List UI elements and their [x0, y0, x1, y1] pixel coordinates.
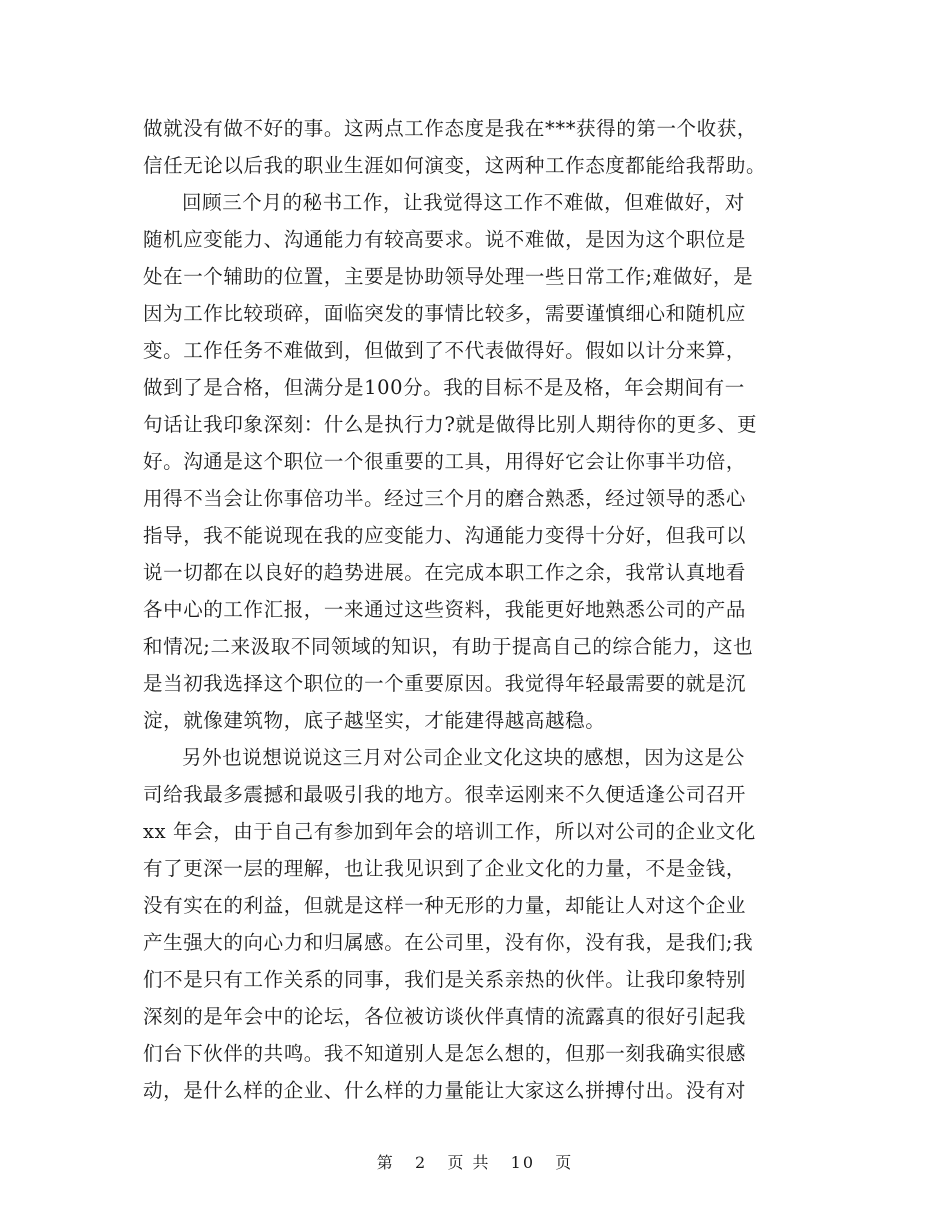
text-line: 有了更深一层的理解，也让我见识到了企业文化的力量，不是金钱，	[143, 857, 747, 880]
text-line: 信任无论以后我的职业生涯如何演变，这两种工作态度都能给我帮助。	[143, 154, 767, 177]
document-body	[143, 110, 813, 1109]
text-line: xx 年会，由于自己有参加到年会的培训工作，所以对公司的企业文化	[143, 820, 756, 843]
text-line: 司给我最多震撼和最吸引我的地方。很幸运刚来不久便适逢公司召开	[143, 783, 747, 806]
footer-total-pages: 10	[510, 1153, 535, 1172]
text-line: 指导，我不能说现在我的应变能力、沟通能力变得十分好，但我可以	[143, 524, 747, 547]
text-line: 们不是只有工作关系的同事，我们是关系亲热的伙伴。让我印象特别	[143, 968, 747, 991]
text-line: 用得不当会让你事倍功半。经过三个月的磨合熟悉，经过领导的悉心	[143, 487, 747, 510]
text-line: 动，是什么样的企业、什么样的力量能让大家这么拼搏付出。没有对	[143, 1079, 747, 1102]
footer-prefix: 第	[376, 1153, 395, 1172]
text-line: 处在一个辅助的位置，主要是协助领导处理一些日常工作;难做好，是	[143, 265, 754, 288]
text-line: 说一切都在以良好的趋势进展。在完成本职工作之余，我常认真地看	[143, 561, 747, 584]
text-line: 另外也说想说说这三月对公司企业文化这块的感想，因为这是公	[182, 746, 745, 769]
text-line: 变。工作任务不难做到，但做到了不代表做得好。假如以计分来算，	[143, 339, 747, 362]
text-line: 做就没有做不好的事。这两点工作态度是我在***获得的第一个收获，	[143, 117, 757, 140]
text-line: 没有实在的利益，但就是这样一种无形的力量，却能让人对这个企业	[143, 894, 747, 917]
text-line: 因为工作比较琐碎，面临突发的事情比较多，需要谨慎细心和随机应	[143, 302, 747, 325]
text-line: 做到了是合格，但满分是100分。我的目标不是及格，年会期间有一	[143, 376, 745, 399]
text-line: 句话让我印象深刻：什么是执行力?就是做得比别人期待你的更多、更	[143, 413, 758, 436]
footer-middle: 页 共	[447, 1153, 491, 1172]
page-footer	[0, 1150, 950, 1173]
text-line: 深刻的是年会中的论坛，各位被访谈伙伴真情的流露真的很好引起我	[143, 1005, 747, 1028]
text-line: 淀，就像建筑物，底子越坚实，才能建得越高越稳。	[143, 709, 606, 732]
text-line: 随机应变能力、沟通能力有较高要求。说不难做，是因为这个职位是	[143, 228, 747, 251]
text-line: 产生强大的向心力和归属感。在公司里，没有你，没有我，是我们;我	[143, 931, 754, 954]
text-line: 各中心的工作汇报，一来通过这些资料，我能更好地熟悉公司的产品	[143, 598, 747, 621]
text-line: 回顾三个月的秘书工作，让我觉得这工作不难做，但难做好，对	[182, 191, 745, 214]
footer-page-number: 2	[414, 1153, 428, 1172]
text-line: 和情况;二来汲取不同领域的知识，有助于提高自己的综合能力，这也	[143, 635, 754, 658]
text-line: 是当初我选择这个职位的一个重要原因。我觉得年轻最需要的就是沉	[143, 672, 747, 695]
footer-suffix: 页	[555, 1153, 574, 1172]
text-line: 好。沟通是这个职位一个很重要的工具，用得好它会让你事半功倍，	[143, 450, 747, 473]
text-line: 们台下伙伴的共鸣。我不知道别人是怎么想的，但那一刻我确实很感	[143, 1042, 747, 1065]
